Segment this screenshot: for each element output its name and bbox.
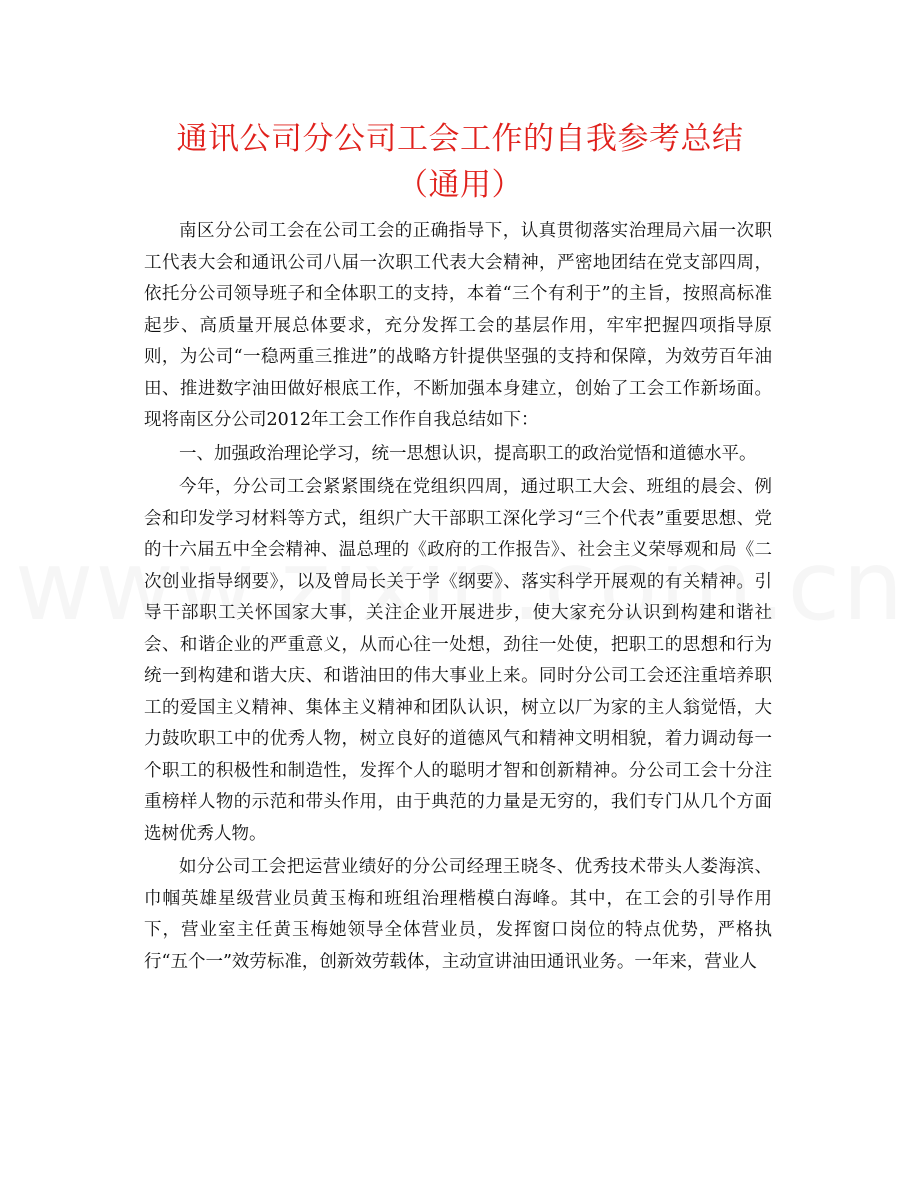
- paragraph-intro: 南区分公司工会在公司工会的正确指导下，认真贯彻落实治理局六届一次职工代表大会和通讯公司八届一次职工代表大会精神，严密地团结在党支部四周，依托分公司领导班子和全体职工的支持，本着“三个有利于”的主旨，按照高标准起步、高质量开展总体要求，充分发挥工会的基层作用，牢牢把握四项指导原则，为公司“一稳两重三推进”的战略方针提供坚强的支持和保障，为效劳百年油田、推进数字油田做好根底工作，不断加强本身建立，创始了工会工作新场面。现将南区分公司2012年工会工作作自我总结如下：: [144, 221, 772, 430]
- section-heading: 一、加强政治理论学习，统一思想认识，提高职工的政治觉悟和道德水平。: [179, 443, 757, 464]
- paragraph-examples: 如分公司工会把运营业绩好的分公司经理王晓冬、优秀技术带头人娄海滨、巾帼英雄星级营业员黄玉梅和班组治理楷模白海峰。其中，在工会的引导作用下，营业室主任黄玉梅她领导全体营业员，发挥窗口岗位的特点优势，严格执行“五个一”效劳标准，创新效劳载体，主动宣讲油田通讯业务。一年来，营业人: [144, 857, 772, 972]
- paragraph-study: 今年，分公司工会紧紧围绕在党组织四周，通过职工大会、班组的晨会、例会和印发学习材料等方式，组织广大干部职工深化学习“三个代表”重要思想、党的十六届五中全会精神、温总理的《政府的工作报告》、社会主义荣辱观和局《二次创业指导纲要》，以及曾局长关于学《纲要》、落实科学开展观的有关精神。引导干部职工关怀国家大事，关注企业开展进步，使大家充分认识到构建和谐社会、和谐企业的严重意义，从而心往一处想，劲往一处使，把职工的思想和行为统一到构建和谐大庆、和谐油田的伟大事业上来。同时分公司工会还注重培养职工的爱国主义精神、集体主义精神和团队认识，树立以厂为家的主人翁觉悟，大力鼓吹职工中的优秀人物，树立良好的道德风气和精神文明相貌，着力调动每一个职工的积极性和制造性，发挥个人的聪明才智和创新精神。分公司工会十分注重榜样人物的示范和带头作用，由于典范的力量是无穷的，我们专门从几个方面选树优秀人物。: [144, 477, 772, 844]
- document-title: 通讯公司分公司工会工作的自我参考总结（通用）: [176, 121, 744, 203]
- document-body: [144, 216, 772, 980]
